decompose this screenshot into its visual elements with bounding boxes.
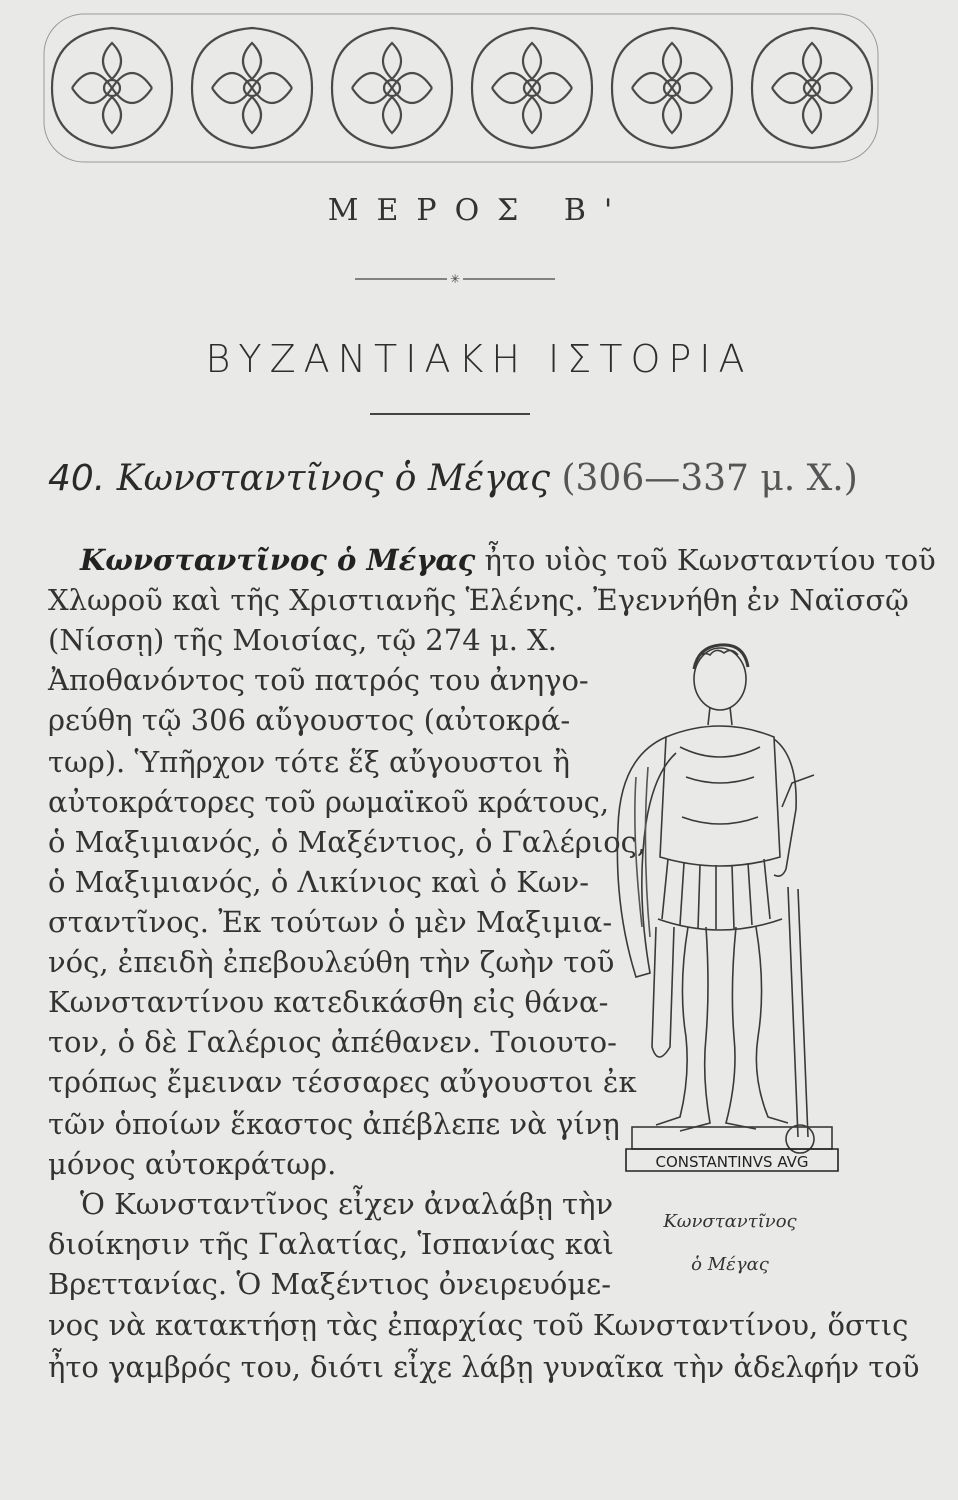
text-line: Ἀποθανόντος τοῦ πατρός του ἀνηγο- xyxy=(48,663,589,697)
line-rest: ἦτο υἱὸς τοῦ Κωνσταντίου τοῦ xyxy=(475,543,936,577)
section-name: Κωνσταντῖνος ὁ Μέγας xyxy=(116,458,551,499)
text-line: τωρ). Ὑπῆρχον τότε ἕξ αὔγουστοι ἢ xyxy=(48,745,570,779)
text-line: μόνος αὐτοκράτωρ. xyxy=(48,1147,337,1181)
text-line: Ὁ Κωνσταντῖνος εἶχεν ἀναλάβῃ τὴν xyxy=(80,1187,614,1221)
ornament-motif xyxy=(192,28,312,148)
text-line: αὐτοκράτορες τοῦ ρωμαϊκοῦ κράτους, xyxy=(48,785,610,819)
section-heading xyxy=(48,458,928,499)
text-line: τον, ὁ δὲ Γαλέριος ἀπέθανεν. Τοιουτο- xyxy=(48,1025,617,1059)
text-line: ὁ Μαξιμιανός, ὁ Μαξέντιος, ὁ Γαλέριος, xyxy=(48,825,647,859)
ornament-motif xyxy=(472,28,592,148)
text-line: ἦτο γαμβρός του, διότι εἶχε λάβῃ γυναῖκα τὴν ἀδελφήν τοῦ xyxy=(48,1350,920,1384)
ornament-motif xyxy=(612,28,732,148)
section-number: 40. xyxy=(48,458,106,499)
figure-caption-line2: ὁ Μέγας xyxy=(691,1254,769,1275)
text-line: ρεύθη τῷ 306 αὔγουστος (αὐτοκρά- xyxy=(48,703,571,737)
statue-plaque-text: CONSTANTINVS AVG xyxy=(655,1153,809,1171)
star-divider xyxy=(355,273,555,285)
text-line: ὁ Μαξιμιανός, ὁ Λικίνιος καὶ ὁ Κων- xyxy=(48,865,589,899)
text-line: Κωνσταντίνου κατεδικάσθη εἰς θάνα- xyxy=(48,985,609,1019)
svg-text:✳: ✳ xyxy=(449,273,461,285)
ornament-motif xyxy=(752,28,872,148)
text-line: τρόπως ἔμειναν τέσσαρες αὔγουστοι ἐκ xyxy=(48,1065,637,1099)
section-dates: (306—337 μ. Χ.) xyxy=(561,458,858,499)
ornament-motif xyxy=(332,28,452,148)
figure-caption-line1: Κωνσταντῖνος xyxy=(663,1211,797,1232)
text-line xyxy=(80,540,936,580)
lead-name: Κωνσταντῖνος ὁ Μέγας xyxy=(80,543,476,577)
part-title: ΜΕΡΟΣ Β' xyxy=(327,193,631,228)
main-title: ΒΥΖΑΝΤΙΑΚΗ ΙΣΤΟΡΙΑ xyxy=(205,337,753,381)
title-rule xyxy=(370,413,530,415)
text-line: σταντῖνος. Ἐκ τούτων ὁ μὲν Μαξιμια- xyxy=(48,905,613,939)
ornament-motif xyxy=(52,28,172,148)
ornament-band xyxy=(40,8,882,168)
text-line: διοίκησιν τῆς Γαλατίας, Ἱσπανίας καὶ xyxy=(48,1227,614,1261)
text-line: νός, ἐπειδὴ ἐπεβουλεύθη τὴν ζωὴν τοῦ xyxy=(48,945,615,979)
constantine-statue-illustration xyxy=(596,627,848,1175)
text-line: Χλωροῦ καὶ τῆς Χριστιανῆς Ἑλένης. Ἐγεννήθη ἐν Ναϊσσῷ xyxy=(48,583,909,617)
text-line: τῶν ὁποίων ἕκαστος ἀπέβλεπε νὰ γίνῃ xyxy=(48,1107,620,1141)
text-line: Βρεττανίας. Ὁ Μαξέντιος ὀνειρευόμε- xyxy=(48,1267,612,1301)
text-line: (Νίσσῃ) τῆς Μοισίας, τῷ 274 μ. Χ. xyxy=(48,623,558,657)
text-line: νος νὰ κατακτήσῃ τὰς ἐπαρχίας τοῦ Κωνσταντίνου, ὅστις xyxy=(48,1308,909,1342)
